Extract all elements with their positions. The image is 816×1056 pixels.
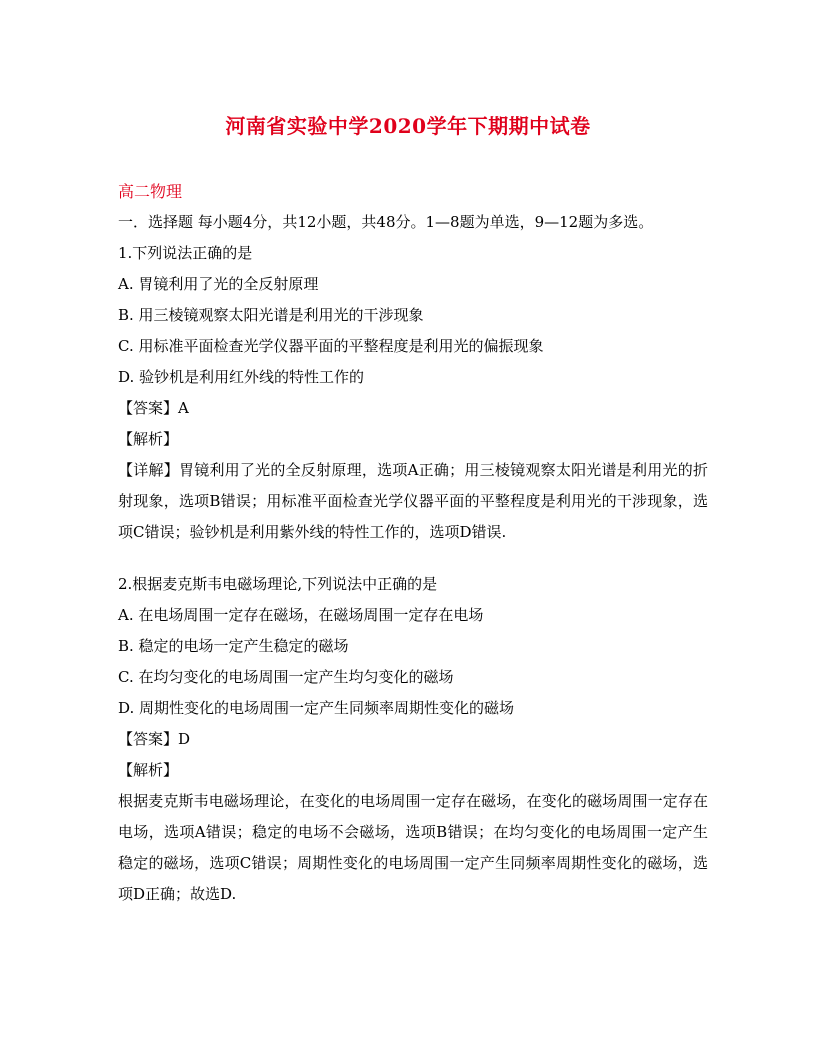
option-d: D. 验钞机是利用红外线的特性工作的 (118, 368, 365, 386)
option-b: B. 用三棱镜观察太阳光谱是利用光的干涉现象 (118, 306, 424, 324)
subject-label: 高二物理 (118, 182, 183, 201)
answer-label: 【答案】D (118, 730, 191, 748)
option-b: B. 稳定的电场一定产生稳定的磁场 (118, 637, 349, 655)
option-c: C. 在均匀变化的电场周围一定产生均匀变化的磁场 (118, 668, 454, 686)
exam-content (118, 176, 708, 910)
question-stem: 1.下列说法正确的是 (118, 244, 253, 262)
question-1 (118, 238, 708, 548)
explanation-text: 根据麦克斯韦电磁场理论，在变化的电场周围一定存在磁场，在变化的磁场周围一定存在电场，选项A错误；稳定的电场不会磁场，选项B错误；在均匀变化的电场周围一定产生稳定的磁场，选项C错误；周期性变化的电场周围一定产生同频率周期性变化的磁场，选项D正确；故选D. (118, 792, 708, 903)
option-d: D. 周期性变化的电场周围一定产生同频率周期性变化的磁场 (118, 699, 515, 717)
question-stem: 2.根据麦克斯韦电磁场理论,下列说法中正确的是 (118, 575, 438, 593)
explanation-text: 【详解】胃镜利用了光的全反射原理，选项A正确；用三棱镜观察太阳光谱是利用光的折射现象，选项B错误；用标准平面检查光学仪器平面的平整程度是利用光的干涉现象，选项C错误；验钞机是利用紫外线的特性工作的，选项D错误. (118, 461, 708, 541)
answer-label: 【答案】A (118, 399, 189, 417)
question-spacer (118, 548, 708, 569)
section-header: 一．选择题 每小题4分，共12小题，共48分。1—8题为单选，9—12题为多选。 (118, 213, 654, 231)
option-a: A. 在电场周围一定存在磁场，在磁场周围一定存在电场 (118, 606, 484, 624)
option-a: A. 胃镜利用了光的全反射原理 (118, 275, 319, 293)
analysis-label: 【解析】 (118, 430, 179, 448)
page-title: 河南省实验中学2020学年下期期中试卷 (225, 114, 591, 138)
analysis-label: 【解析】 (118, 761, 179, 779)
option-c: C. 用标准平面检查光学仪器平面的平整程度是利用光的偏振现象 (118, 337, 544, 355)
question-2 (118, 569, 708, 910)
